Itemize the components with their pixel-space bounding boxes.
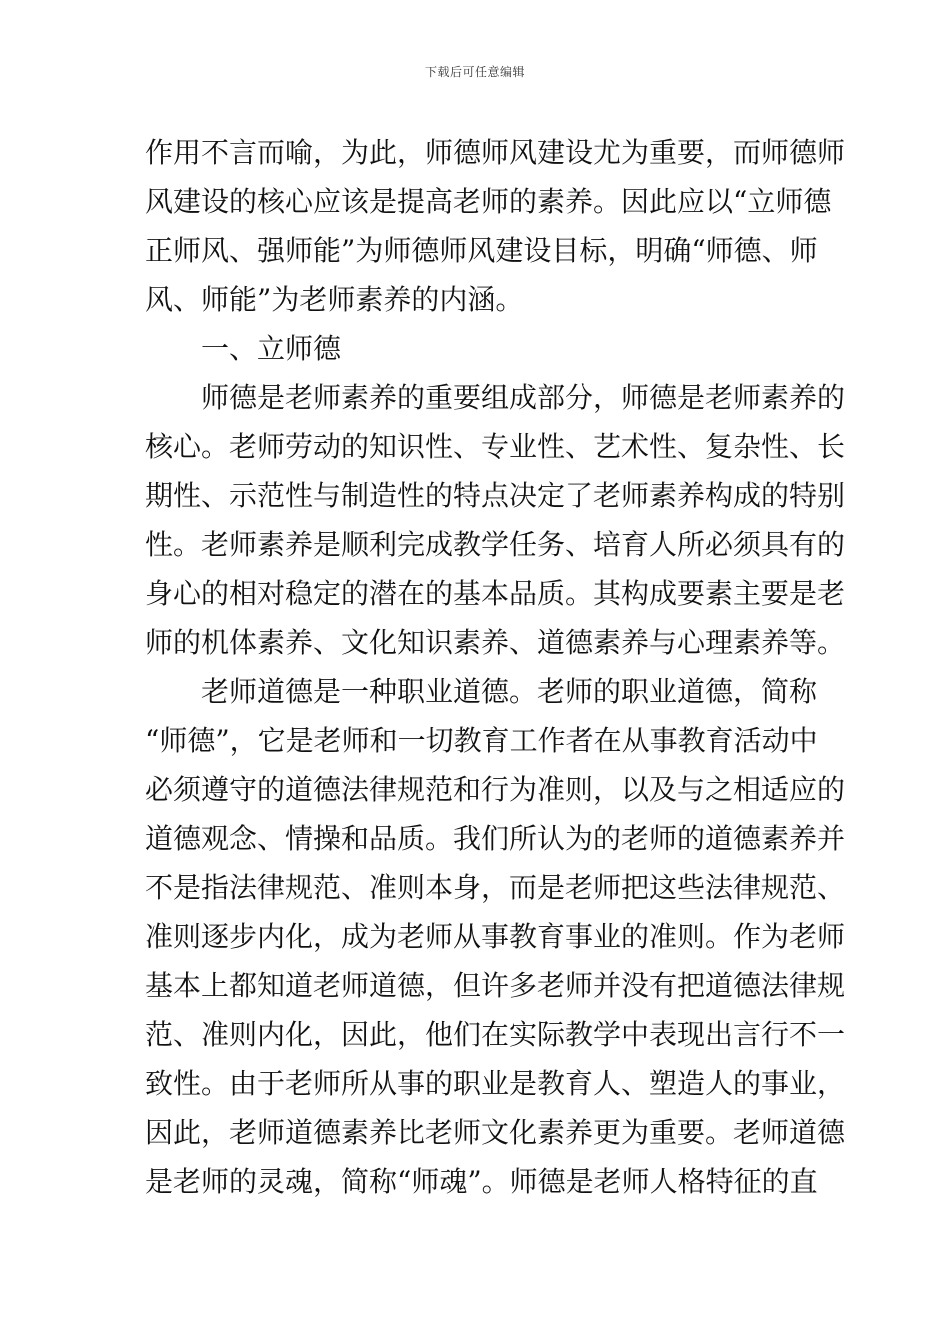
- text-line: 基本上都知道老师道德，但许多老师并没有把道德法律规: [145, 969, 846, 1002]
- page-header-note: 下载后可任意编辑: [424, 65, 525, 79]
- document-body: [145, 128, 846, 1206]
- text-line: 身心的相对稳定的潜在的基本品质。其构成要素主要是老: [145, 577, 846, 610]
- text-line: 老师道德是一种职业道德。老师的职业道德，简称: [201, 675, 818, 708]
- section-heading: 一、立师德: [201, 332, 342, 365]
- text-line: 准则逐步内化，成为老师从事教育事业的准则。作为老师: [145, 920, 846, 953]
- text-line: 师的机体素养、文化知识素养、道德素养与心理素养等。: [145, 626, 846, 659]
- text-line: 风、师能”为老师素养的内涵。: [145, 283, 524, 316]
- text-line: 道德观念、情操和品质。我们所认为的老师的道德素养并: [145, 822, 846, 855]
- text-line: 致性。由于老师所从事的职业是教育人、塑造人的事业，: [145, 1067, 846, 1100]
- text-line: 不是指法律规范、准则本身，而是老师把这些法律规范、: [145, 871, 846, 904]
- text-line: 期性、示范性与制造性的特点决定了老师素养构成的特别: [145, 479, 846, 512]
- text-line: 作用不言而喻，为此，师德师风建设尤为重要，而师德师: [145, 136, 846, 169]
- text-line: “师德”，它是老师和一切教育工作者在从事教育活动中: [145, 724, 818, 757]
- text-line: 正师风、强师能”为师德师风建设目标，明确“师德、师: [145, 234, 818, 267]
- text-line: 因此，老师道德素养比老师文化素养更为重要。老师道德: [145, 1116, 846, 1149]
- text-line: 必须遵守的道德法律规范和行为准则，以及与之相适应的: [145, 773, 846, 806]
- text-line: 是老师的灵魂，简称“师魂”。师德是老师人格特征的直: [145, 1165, 818, 1198]
- text-line: 师德是老师素养的重要组成部分，师德是老师素养的: [201, 381, 846, 414]
- text-line: 风建设的核心应该是提高老师的素养。因此应以“立师德: [145, 185, 832, 218]
- text-line: 范、准则内化，因此，他们在实际教学中表现出言行不一: [145, 1018, 846, 1051]
- text-line: 核心。老师劳动的知识性、专业性、艺术性、复杂性、长: [145, 430, 846, 463]
- text-line: 性。老师素养是顺利完成教学任务、培育人所必须具有的: [145, 528, 846, 561]
